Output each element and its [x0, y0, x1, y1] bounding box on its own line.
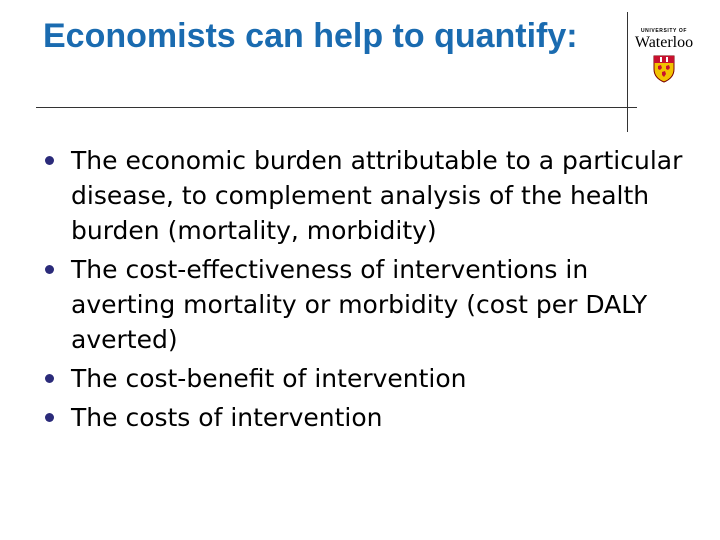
slide-title: Economists can help to quantify: [43, 17, 578, 55]
bullet-dot-icon [45, 265, 54, 274]
bullet-item [44, 361, 684, 396]
bullet-text: The cost-effectiveness of interventions in averting mortality or morbidity (cost per DALY averted) [71, 255, 648, 354]
logo-university-text: UNIVERSITY OF [640, 28, 688, 34]
title-divider [36, 107, 637, 108]
logo-name-text: Waterloo [634, 34, 694, 51]
bullet-dot-icon [45, 156, 54, 165]
bullet-item [44, 252, 684, 357]
bullet-list [44, 143, 684, 439]
bullet-dot-icon [45, 374, 54, 383]
university-logo [628, 28, 700, 83]
university-crest-icon [653, 55, 675, 83]
bullet-dot-icon [45, 413, 54, 422]
bullet-text: The economic burden attributable to a particular disease, to complement analysis of the health burden (mortality, morbidity) [71, 146, 683, 245]
bullet-text: The cost-benefit of intervention [71, 364, 467, 393]
bullet-item [44, 143, 684, 248]
bullet-text: The costs of intervention [71, 403, 383, 432]
bullet-item [44, 400, 684, 435]
